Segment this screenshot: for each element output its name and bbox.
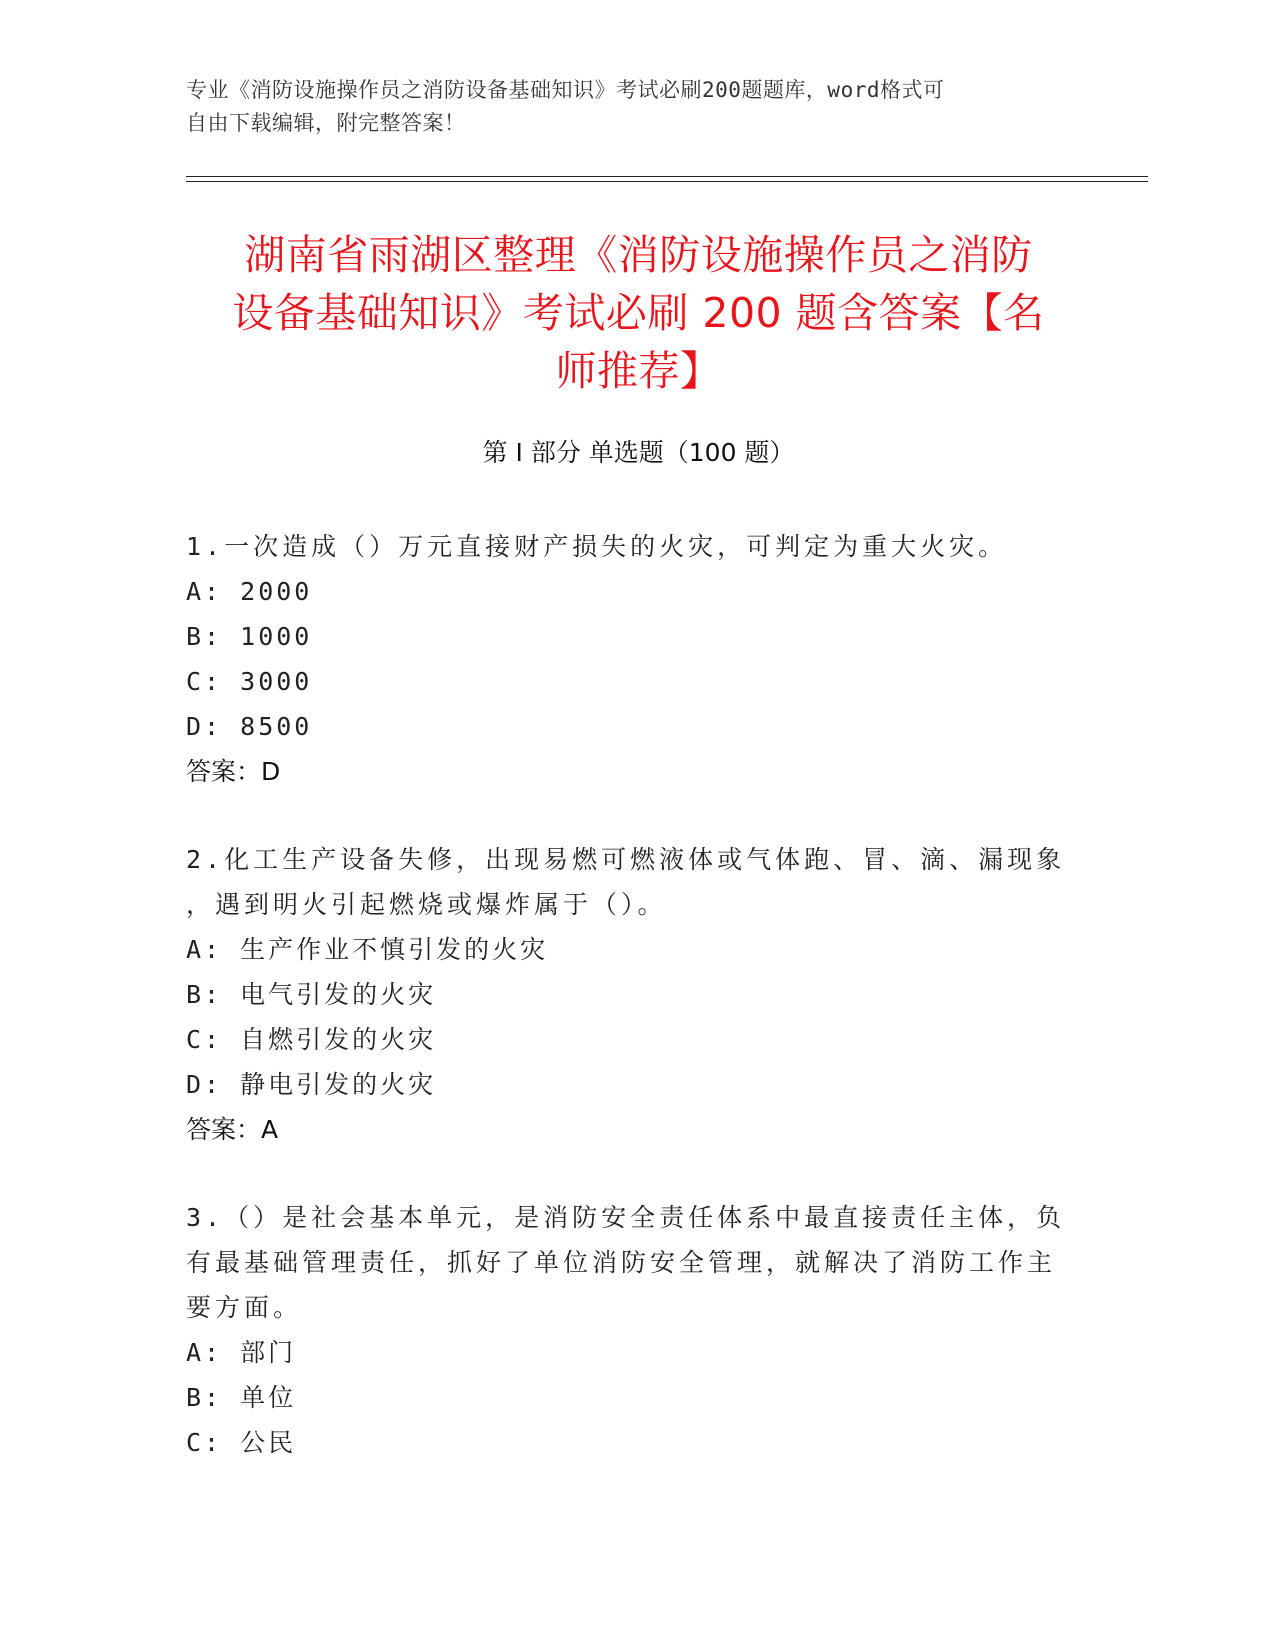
question-text: 有最基础管理责任，抓好了单位消防安全管理，就解决了消防工作主: [186, 1248, 1057, 1277]
option-a: A: 部门: [186, 1338, 297, 1367]
option-c: C: 自燃引发的火灾: [186, 1025, 437, 1054]
document-title: [186, 226, 1091, 400]
option-c: C: 3000: [186, 667, 313, 696]
document-title-line: 师推荐】: [555, 347, 722, 395]
question-item: [186, 837, 1066, 1152]
option-d: D: 静电引发的火灾: [186, 1070, 437, 1099]
option-b: B: 电气引发的火灾: [186, 980, 437, 1009]
option-b: B: 单位: [186, 1383, 297, 1412]
document-title-line: 湖南省雨湖区整理《消防设施操作员之消防: [244, 231, 1033, 279]
option-a: A: 生产作业不慎引发的火灾: [186, 935, 549, 964]
question-item: [186, 524, 1066, 794]
option-c: C: 公民: [186, 1428, 297, 1457]
option-b: B: 1000: [186, 622, 313, 651]
question-text: 要方面。: [186, 1293, 303, 1322]
answer: 答案：D: [186, 757, 281, 786]
question-text: 3.（）是社会基本单元，是消防安全责任体系中最直接责任主体，负: [186, 1203, 1066, 1232]
header-note-line: 专业《消防设施操作员之消防设备基础知识》考试必刷200题题库，word格式可: [186, 78, 945, 102]
header-divider-top: [186, 176, 1148, 177]
answer: 答案：A: [186, 1115, 279, 1144]
document-title-line: 设备基础知识》考试必刷 200 题含答案【名: [232, 289, 1045, 337]
question-text: 1.一次造成（）万元直接财产损失的火灾，可判定为重大火灾。: [186, 532, 1008, 561]
option-d: D: 8500: [186, 712, 313, 741]
question-text: ，遇到明火引起燃烧或爆炸属于（）。: [186, 890, 667, 919]
option-a: A: 2000: [186, 577, 313, 606]
question-text: 2.化工生产设备失修，出现易燃可燃液体或气体跑、冒、滴、漏现象: [186, 845, 1066, 874]
header-note: [186, 74, 1066, 140]
question-item: [186, 1195, 1066, 1465]
header-note-line: 自由下载编辑，附完整答案！: [186, 111, 466, 135]
header-divider-bottom: [186, 181, 1148, 182]
question-list: [186, 524, 1066, 1508]
section-title: 第 I 部分 单选题（100 题）: [482, 438, 795, 467]
